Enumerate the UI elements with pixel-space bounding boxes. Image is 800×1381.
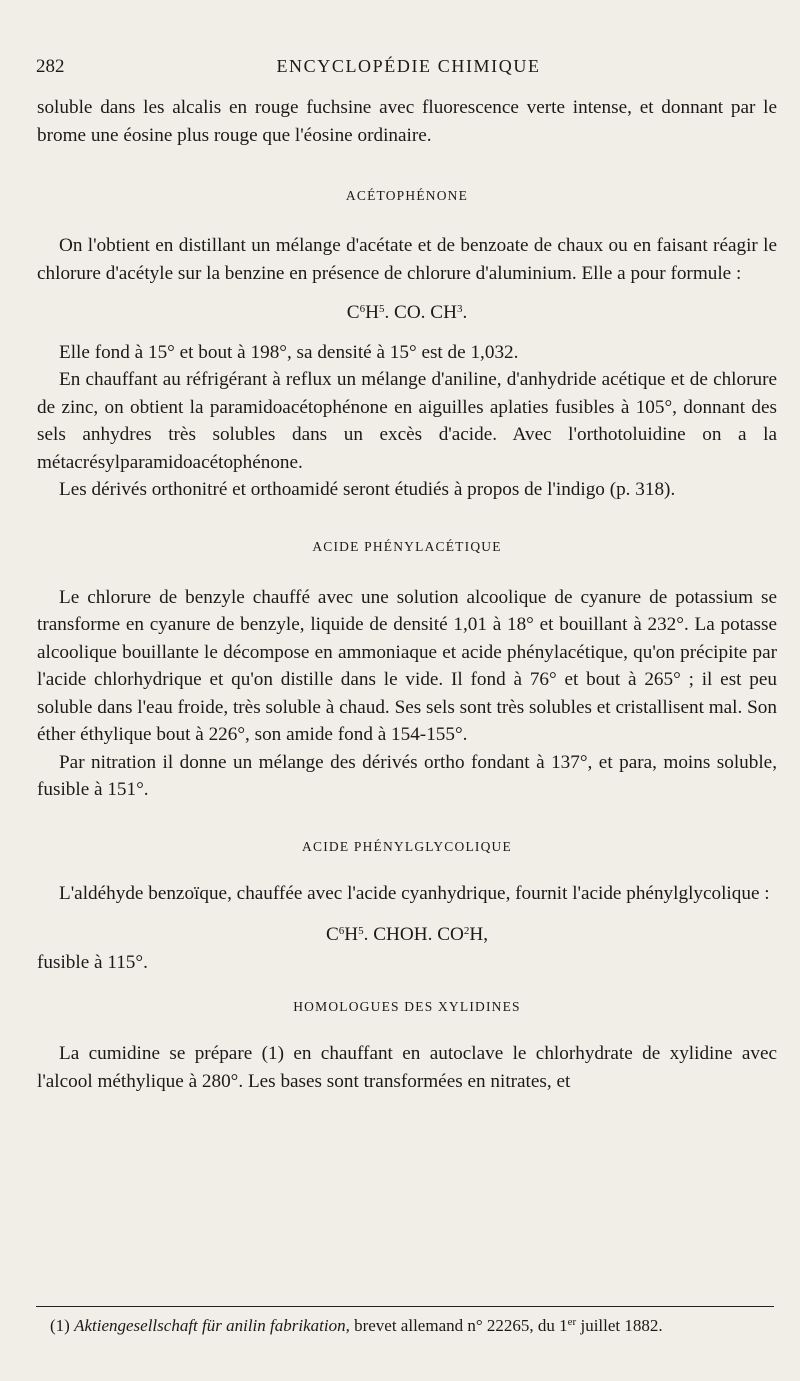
running-title: ENCYCLOPÉDIE CHIMIQUE: [276, 56, 541, 76]
section-heading-acetophenone: ACÉTOPHÉNONE: [345, 188, 469, 203]
formula-superscript: 5: [358, 925, 364, 937]
section-heading-xylidines: HOMOLOGUES DES XYLIDINES: [293, 999, 521, 1014]
footnote-title: Aktiengesellschaft für anilin fabrikation,: [74, 1316, 350, 1335]
formula-text: .: [462, 302, 468, 323]
acetophenone-paragraph-1: On l'obtient en distillant un mélange d'acétate et de benzoate de chaux ou en faisant réagir le chlorure d'acétyle sur la benzine en présence de chlorure d'aluminium. Elle a pour formule :: [37, 235, 777, 284]
page-header: [36, 56, 781, 80]
formula-superscript: 5: [378, 303, 385, 315]
formula-acetophenone: [37, 299, 777, 327]
formula-text: . CHOH. CO: [363, 924, 464, 945]
phenylacetique-paragraph-2: Par nitration il donne un mélange des dérivés ortho fondant à 137°, et para, moins soluble, fusible à 151°.: [37, 751, 777, 800]
acetophenone-paragraph-3: En chauffant au réfrigérant à reflux un mélange d'aniline, d'anhydride acétique et de chlorure de zinc, on obtient la paramidoacétophénone en aiguilles aplaties fusibles à 105°, donnant des sels anhydres très solubles dans un excès d'acide. Avec l'orthotoluidine on a la métacrésylparamidoacétophénone.: [37, 369, 777, 473]
formula-text: H: [344, 924, 359, 945]
acetophenone-paragraph-2: Elle fond à 15° et bout à 198°, sa densité à 15° est de 1,032.: [59, 341, 519, 363]
phenylacetique-paragraph-1: Le chlorure de benzyle chauffé avec une solution alcoolique de cyanure de potassium se transforme en cyanure de benzyle, liquide de densité 1,01 à 18° et bouillant à 232°. La potasse alcoolique bouillante le décompose en ammoniaque et acide phénylacétique, qu'on précipite par l'acide chlorhydrique et qu'on distille dans le vide. Il fond à 76° et bout à 265° ; il est peu soluble dans l'eau froide, très soluble à chaud. Ses sels sont très solubles et cristallisent mal. Son éther éthylique bout à 226°, son amide fond à 154-155°.: [37, 586, 777, 745]
footnote: [50, 1314, 778, 1338]
formula-superscript: 3: [456, 303, 463, 315]
footnote-day-superscript: er: [567, 1316, 577, 1328]
acetophenone-paragraph-4: Les dérivés orthonitré et orthoamidé seront étudiés à propos de l'indigo (p. 318).: [59, 479, 676, 500]
phenylglycolique-paragraph-1: L'aldéhyde benzoïque, chauffée avec l'acide cyanhydrique, fournit l'acide phénylglycolique :: [59, 882, 770, 904]
formula-text: H: [365, 302, 379, 323]
footnote-marker: (1): [50, 1316, 70, 1335]
formula-superscript: 6: [338, 925, 345, 937]
formula-superscript: 6: [359, 303, 366, 315]
page-body: [37, 94, 777, 1095]
footnote-date: juillet 1882.: [580, 1316, 663, 1335]
formula-text: H,: [469, 924, 489, 945]
formula-text: C: [346, 302, 360, 323]
page-number: 282: [36, 56, 65, 77]
footnote-rule: [36, 1306, 774, 1307]
xylidines-paragraph-1: La cumidine se prépare (1) en chauffant en autoclave le chlorhydrate de xylidine avec l'alcool méthylique à 280°. Les bases sont transformées en nitrates, et: [37, 1043, 777, 1092]
footnote-day: 1: [559, 1316, 568, 1335]
section-heading-phenylacetique: ACIDE PHÉNYLACÉTIQUE: [312, 538, 502, 554]
footnote-text: brevet allemand n° 22265, du: [354, 1316, 555, 1335]
formula-phenylglycolique: [37, 921, 777, 949]
phenylglycolique-paragraph-2: fusible à 115°.: [37, 951, 148, 973]
formula-text: . CO. CH: [384, 302, 457, 323]
formula-text: C: [325, 924, 339, 945]
intro-paragraph: soluble dans les alcalis en rouge fuchsine avec fluorescence verte intense, et donnant par le brome une éosine plus rouge que l'éosine ordinaire.: [37, 97, 777, 146]
formula-superscript: 2: [463, 925, 470, 937]
section-heading-phenylglycolique: ACIDE PHÉNYLGLYCOLIQUE: [302, 838, 512, 854]
